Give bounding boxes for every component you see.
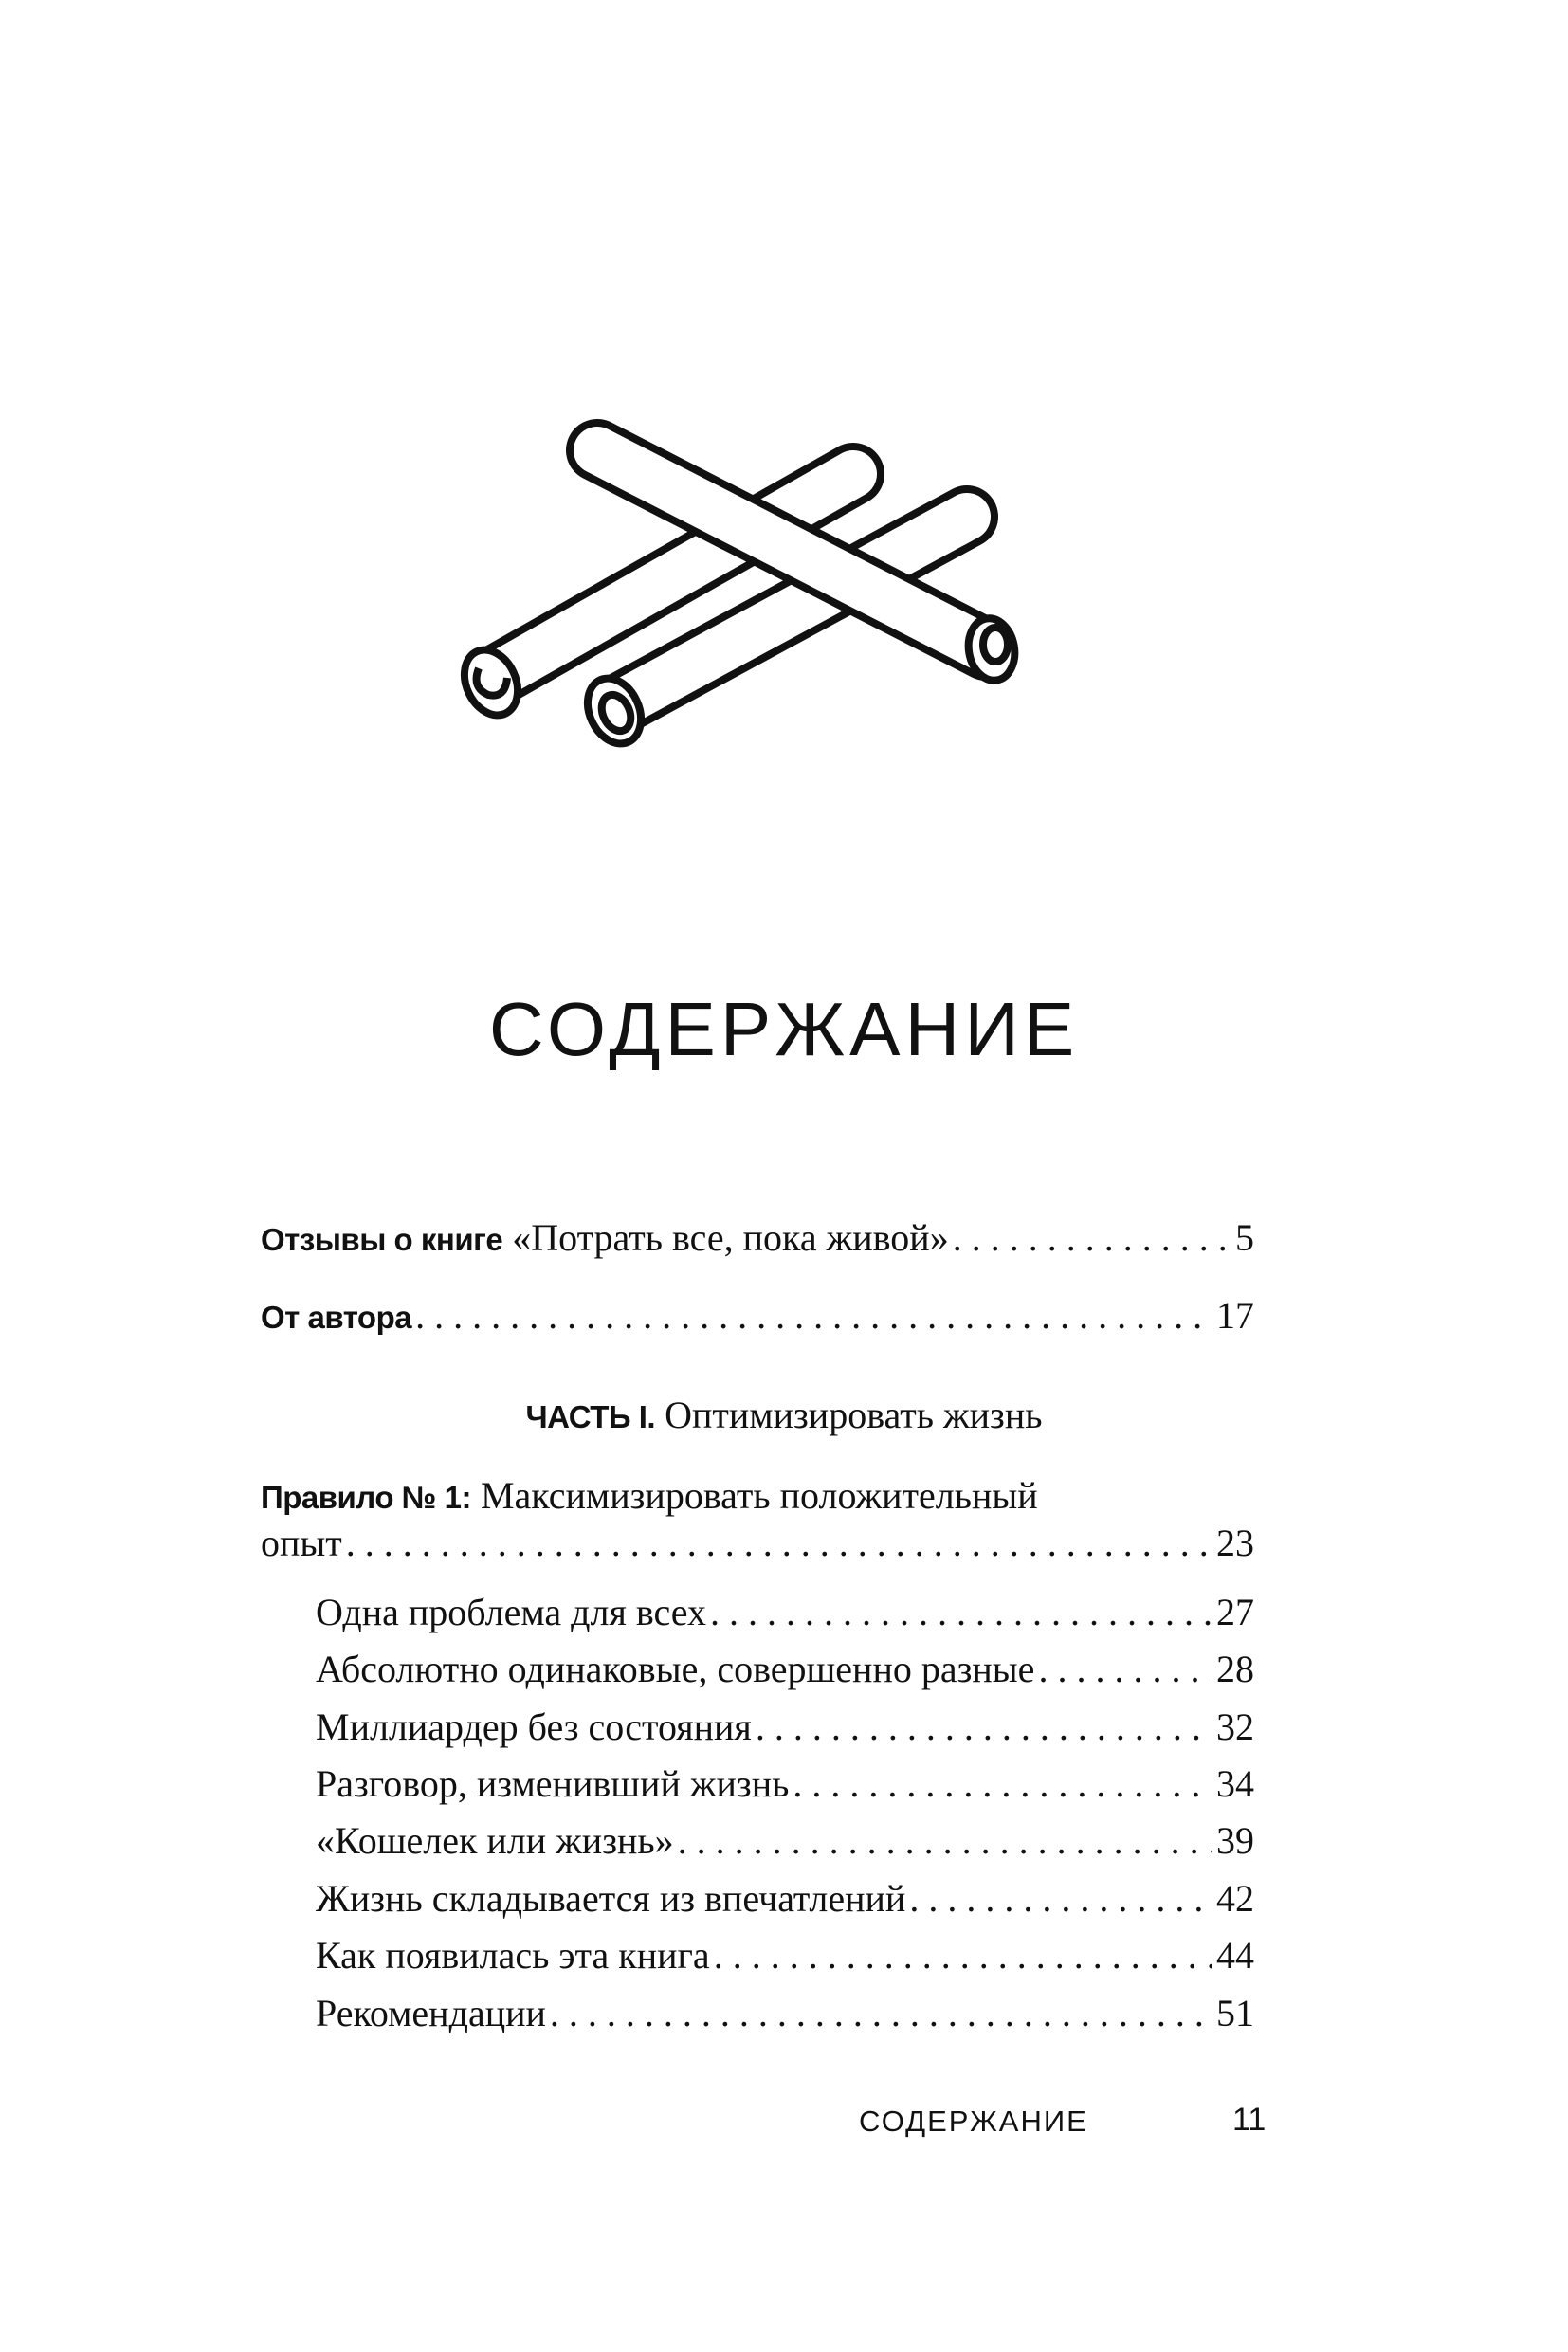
part-label: ЧАСТЬ I. (525, 1399, 656, 1434)
toc-subentry (316, 1870, 1254, 1927)
toc-subentry-text: Рекомендации (316, 1992, 546, 2034)
toc-page: 51 (1216, 1992, 1254, 2034)
toc-subentry (316, 1699, 1254, 1756)
toc-page: 44 (1216, 1934, 1254, 1977)
part-heading (0, 1387, 1568, 1446)
toc-page: 5 (1235, 1216, 1254, 1259)
toc-subentry-text: Разговор, изменивший жизнь (316, 1762, 790, 1805)
toc-entry (261, 1210, 1254, 1268)
dot-leader (678, 1813, 1212, 1869)
toc-page: 34 (1216, 1762, 1254, 1805)
toc-subentry-text: Как появилась эта книга (316, 1934, 710, 1977)
toc-page: 27 (1216, 1591, 1254, 1633)
page-title: СОДЕРЖАНИЕ (488, 987, 1080, 1071)
rule-text-line1: Максимизировать положительный (480, 1474, 1038, 1517)
toc-page: 28 (1216, 1648, 1254, 1690)
toc-page: 42 (1216, 1877, 1254, 1920)
cinnamon-sticks-illustration (0, 0, 1568, 853)
dot-leader (550, 1985, 1212, 2042)
rule-heading-cont (261, 1515, 1254, 1572)
dot-leader (793, 1756, 1212, 1813)
toc-page: 17 (1216, 1294, 1254, 1337)
toc-page: 32 (1216, 1705, 1254, 1748)
toc-page: 39 (1216, 1819, 1254, 1862)
toc-subentry (316, 1813, 1254, 1869)
toc-subentry-text: «Кошелек или жизнь» (316, 1819, 674, 1862)
toc-entry-bold: Отзывы о книге (261, 1222, 503, 1257)
dot-leader (415, 1287, 1212, 1344)
toc-subentry-text: Миллиардер без состояния (316, 1705, 752, 1748)
dot-leader (714, 1927, 1212, 1984)
toc-subentry (316, 1756, 1254, 1813)
rule-label: Правило № 1: (261, 1480, 471, 1515)
toc-subentry (316, 1641, 1254, 1698)
toc-entry (261, 1287, 1254, 1346)
running-head: СОДЕРЖАНИЕ (859, 2105, 1088, 2138)
page-number: 11 (1232, 2102, 1267, 2138)
dot-leader (1038, 1641, 1212, 1698)
dot-leader (953, 1210, 1231, 1267)
toc-subentry-text: Абсолютно одинаковые, совершенно разные (316, 1648, 1035, 1690)
toc-entry-text: «Потрать все, пока живой» (512, 1216, 949, 1259)
dot-leader (756, 1699, 1212, 1756)
toc-subentry (316, 1584, 1254, 1641)
part-title: Оптимизировать жизнь (665, 1394, 1043, 1436)
dot-leader (346, 1515, 1212, 1572)
toc-page: 23 (1216, 1522, 1254, 1564)
toc-subentry-text: Жизнь складывается из впечатлений (316, 1877, 906, 1920)
toc-subentry (316, 1985, 1254, 2042)
dot-leader (909, 1870, 1212, 1927)
rule-text-line2: опыт (261, 1522, 342, 1564)
toc-entry-bold: От автора (261, 1300, 412, 1335)
dot-leader (710, 1584, 1212, 1641)
toc-subentry-text: Одна проблема для всех (316, 1591, 706, 1633)
toc-subentry (316, 1927, 1254, 1984)
